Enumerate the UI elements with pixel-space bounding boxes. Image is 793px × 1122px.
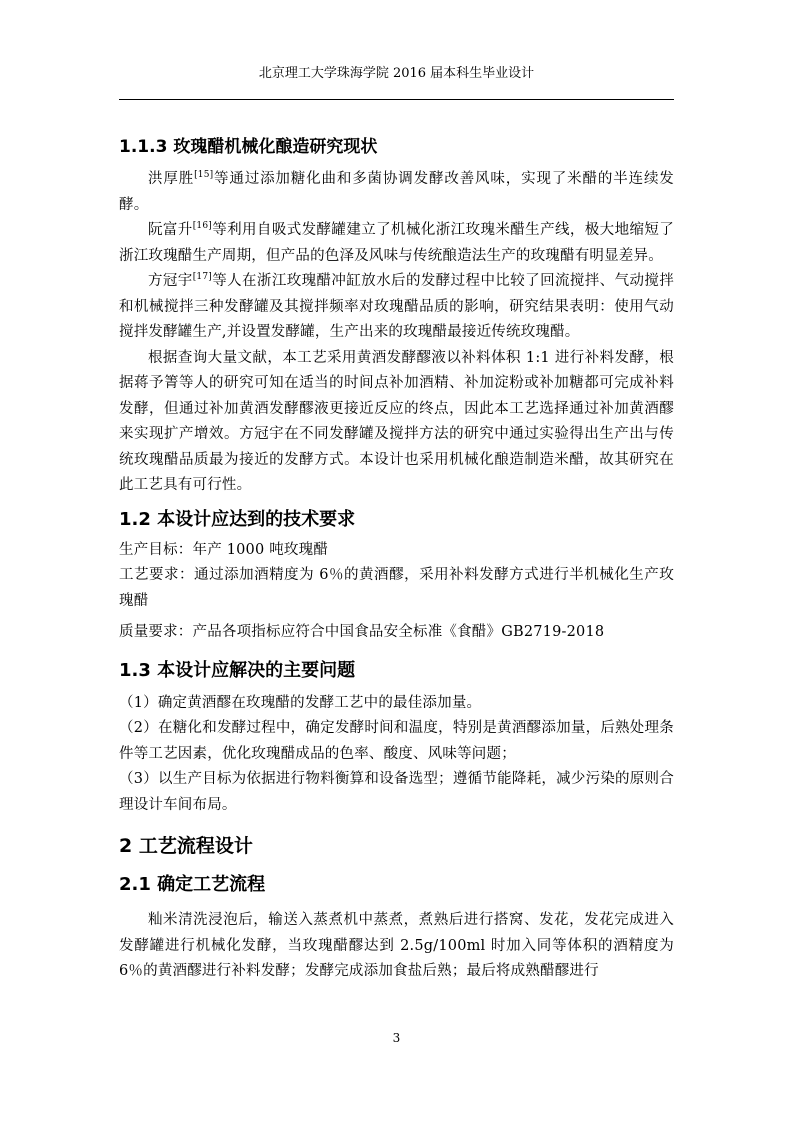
author-name: 阮富升	[148, 222, 193, 238]
section-2-heading: 2 工艺流程设计	[119, 835, 253, 857]
section-1-1-3-paragraph-2	[119, 218, 674, 269]
problem-item-3: （3）以生产目标为依据进行物料衡算和设备选型；遵循节能降耗，减少污染的原则合理设计车间布局。	[119, 771, 674, 813]
section-1-1-3-paragraph-3	[119, 269, 674, 346]
quality-requirement: 质量要求：产品各项指标应符合中国食品安全标准《食醋》GB2719-2018	[119, 624, 605, 640]
problem-item-2: （2）在糖化和发酵过程中，确定发酵时间和温度，特别是黄酒醪添加量，后熟处理条件等工艺因素，优化玫瑰醋成品的色率、酸度、风味等问题；	[119, 720, 674, 762]
section-1-2-heading: 1.2 本设计应达到的技术要求	[119, 508, 356, 530]
paragraph-text: 等利用自吸式发酵罐建立了机械化浙江玫瑰米醋生产线，极大地缩短了浙江玫瑰醋生产周期，但产品的色泽及风味与传统酿造法生产的玫瑰醋有明显差异。	[119, 222, 674, 264]
section-1-1-3-paragraph-4: 根据查询大量文献，本工艺采用黄酒发酵醪液以补料体积 1:1 进行补料发酵，根据蒋予箐等人的研究可知在适当的时间点补加酒精、补加淀粉或补加糖都可完成补料发酵，但通过补加黄酒发酵醪液更接近反应的终点，因此本工艺选择通过补加黄酒醪来实现扩产增效。方冠宇在不同发酵罐及搅拌方法的研究中通过实验得出生产出与传统玫瑰醋品质最为接近的发酵方式。本设计也采用机械化酿造制造米醋，故其研究在此工艺具有可行性。	[119, 349, 674, 493]
section-1-1-3-paragraph-1	[119, 167, 674, 218]
citation-ref: [16]	[192, 221, 212, 232]
paragraph-text: 等通过添加糖化曲和多菌协调发酵改善风味，实现了米醋的半连续发酵。	[119, 171, 675, 213]
page-body	[119, 130, 674, 985]
citation-ref: [17]	[192, 272, 212, 283]
paragraph-text: 等人在浙江玫瑰醋冲缸放水后的发酵过程中比较了回流搅拌、气动搅拌和机械搅拌三种发酵罐及其搅拌频率对玫瑰醋品质的影响，研究结果表明：使用气动搅拌发酵罐生产,并设置发酵罐，生产出来的玫瑰醋最接近传统玫瑰醋。	[119, 273, 674, 340]
page-number: 3	[392, 1031, 401, 1045]
section-1-1-3-heading: 1.1.3 玫瑰醋机械化酿造研究现状	[119, 137, 378, 157]
author-name: 方冠宇	[148, 273, 193, 289]
problem-item-1: （1）确定黄酒醪在玫瑰醋的发酵工艺中的最佳添加量。	[119, 694, 482, 711]
author-name: 洪厚胜	[148, 171, 195, 187]
header-divider	[119, 99, 674, 100]
section-2-1-heading: 2.1 确定工艺流程	[119, 874, 266, 895]
section-2-1-paragraph: 籼米清洗浸泡后，输送入蒸煮机中蒸煮，煮熟后进行搭窝、发花，发花完成进入发酵罐进行机械化发酵，当玫瑰醋醪达到 2.5g/100ml 时加入同等体积的酒精度为 6％的黄酒醪进行补料发酵；发酵完成添加食盐后熟；最后将成熟醋醪进行	[119, 912, 674, 979]
running-header: 北京理工大学珠海学院 2016 届本科生毕业设计	[258, 66, 535, 81]
production-goal: 生产目标：年产 1000 吨玫瑰醋	[119, 541, 329, 558]
process-requirement: 工艺要求：通过添加酒精度为 6％的黄酒醪，采用补料发酵方式进行半机械化生产玫瑰醋	[119, 567, 674, 609]
citation-ref: [15]	[194, 170, 214, 181]
section-1-3-heading: 1.3 本设计应解决的主要问题	[119, 659, 356, 681]
